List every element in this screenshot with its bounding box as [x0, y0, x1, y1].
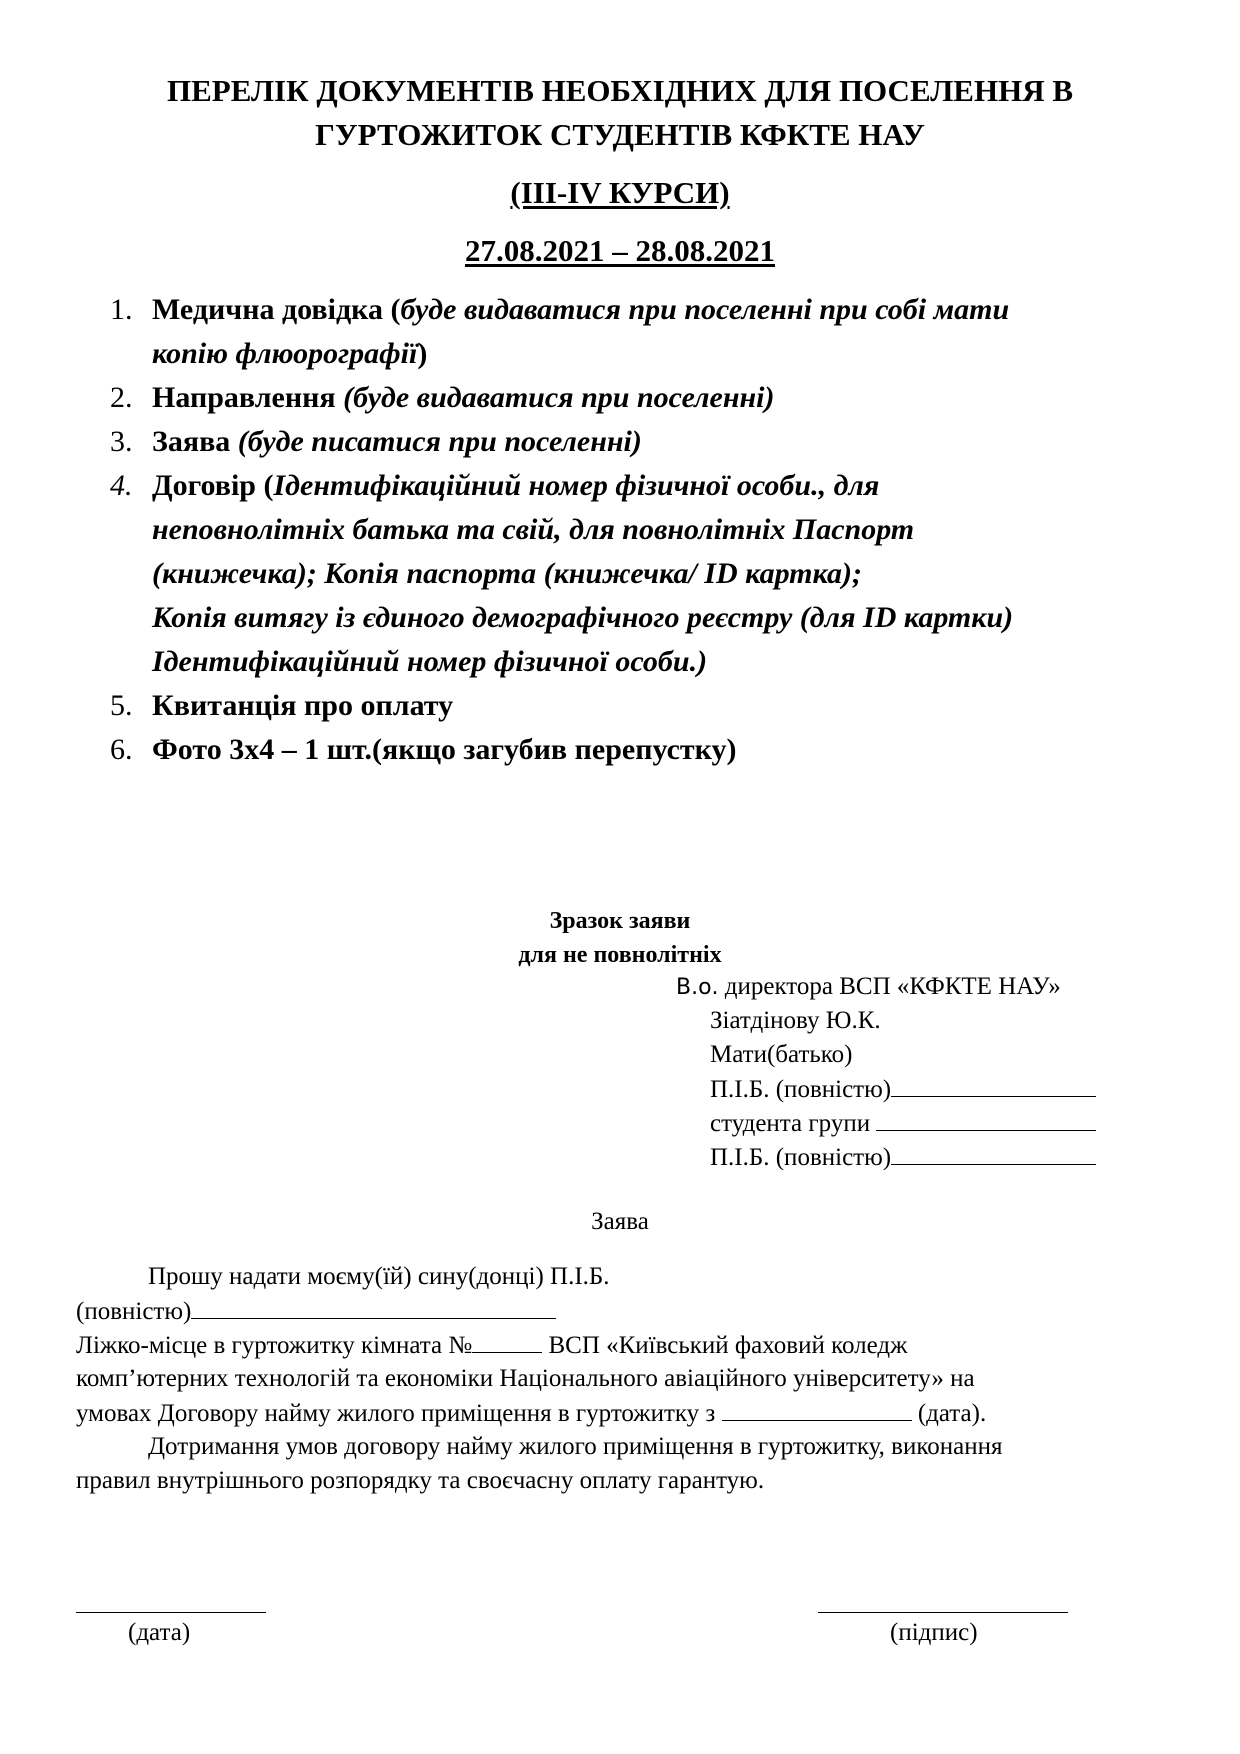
- addressee-prefix: В.о.: [676, 975, 719, 1000]
- blank-line: [891, 1140, 1096, 1165]
- addressee-line1: В.о. директора ВСП «КФКТЕ НАУ»: [676, 973, 1061, 1000]
- item-number: 4.: [110, 469, 133, 502]
- item-note: (книжечка); Копія паспорта (книжечка/ ID картка);: [152, 557, 862, 590]
- item-number: 3.: [110, 425, 133, 458]
- item-name: Медична довідка: [152, 293, 383, 326]
- date-signature-line: [76, 1612, 266, 1613]
- application-line2: (повністю): [76, 1294, 556, 1329]
- item-note: Ідентифікаційний номер фізичної особи., для: [273, 469, 880, 502]
- dates-heading: [0, 230, 1240, 272]
- application-line3: Ліжко-місце в гуртожитку кімната № ВСП «Київський фаховий коледж: [76, 1328, 907, 1363]
- student-name-field: П.І.Б. (повністю): [710, 1140, 1096, 1175]
- item-note: (буде писатися при поселенні): [230, 425, 642, 458]
- item-note: Ідентифікаційний номер фізичної особи.): [152, 645, 708, 678]
- sample-title: Зразок заяви: [549, 908, 691, 934]
- item-number: 2.: [110, 381, 133, 414]
- item-note: копію флюорографії: [152, 337, 418, 370]
- item-note: Копія витягу із єдиного демографічного реєстру (для ID картки): [152, 601, 1014, 634]
- blank-line: [191, 1294, 556, 1319]
- list-item: 4. Договір (Ідентифікаційний номер фізичної особи., для неповнолітніх батька та свій, для повнолітніх Паспорт (книжечка); Копія паспорта (книжечка/ ID картка); Копія витягу із єдиного демографічного реєстру (для ID картки) Ідентифікаційний номер фізичної особи.): [110, 464, 1150, 684]
- item-name: Договір: [152, 469, 256, 502]
- list-item: [110, 376, 1150, 420]
- date-blank: [722, 1396, 912, 1421]
- application-line1: Прошу надати моєму(їй) сину(донці) П.І.Б.: [148, 1263, 610, 1290]
- parent-name-field: П.І.Б. (повністю): [710, 1072, 1096, 1107]
- addressee-line2: Зіатдінову Ю.К.: [710, 1007, 881, 1034]
- date-label: (дата): [128, 1619, 191, 1646]
- list-item: [110, 420, 1150, 464]
- application-line5: умовах Договору найму жилого приміщення в гуртожитку з (дата).: [76, 1396, 986, 1431]
- addressee-line3: Мати(батько): [710, 1041, 853, 1068]
- document-title-line2: ГУРТОЖИТОК СТУДЕНТІВ КФКТЕ НАУ: [315, 117, 925, 152]
- application-heading: Заява: [591, 1208, 649, 1235]
- item-note: буде видаватися при поселенні при собі мати: [400, 293, 1010, 326]
- blank-line: [876, 1106, 1096, 1131]
- item-name: Фото 3х4 – 1 шт.(якщо загубив перепустку): [152, 733, 737, 766]
- list-item: 1. Медична довідка (буде видаватися при поселенні при собі мати копію флюорографії): [110, 288, 1150, 376]
- item-name: Направлення: [152, 381, 336, 414]
- item-number: 1.: [110, 293, 133, 326]
- list-item: [110, 728, 1150, 772]
- sample-subtitle: для не повнолітніх: [518, 942, 722, 968]
- courses-heading: [0, 172, 1240, 214]
- courses-text: (III-IV КУРСИ): [510, 175, 730, 210]
- document-title-line1: ПЕРЕЛІК ДОКУМЕНТІВ НЕОБХІДНИХ ДЛЯ ПОСЕЛЕННЯ В: [166, 73, 1074, 108]
- item-number: 5.: [110, 689, 133, 722]
- application-line4: комп’ютерних технологій та економіки Національного авіаційного університету» на: [76, 1365, 975, 1392]
- application-line7: правил внутрішнього розпорядку та своєчасну оплату гарантую.: [76, 1467, 765, 1494]
- item-name: Квитанція про оплату: [152, 689, 454, 722]
- item-number: 6.: [110, 733, 133, 766]
- documents-list: [110, 288, 1150, 772]
- item-note: неповнолітніх батька та свій, для повнолітніх Паспорт: [152, 513, 915, 546]
- application-line6: Дотримання умов договору найму жилого приміщення в гуртожитку, виконання: [148, 1433, 1003, 1460]
- signature-label: (підпис): [890, 1619, 978, 1646]
- room-number-blank: [472, 1328, 542, 1353]
- item-name: Заява: [152, 425, 231, 458]
- blank-line: [891, 1072, 1096, 1097]
- student-group-field: студента групи: [710, 1106, 1096, 1141]
- item-note: (буде видаватися при поселенні): [335, 381, 775, 414]
- dates-text: 27.08.2021 – 28.08.2021: [465, 233, 775, 268]
- list-item: [110, 684, 1150, 728]
- signature-line: [818, 1612, 1068, 1613]
